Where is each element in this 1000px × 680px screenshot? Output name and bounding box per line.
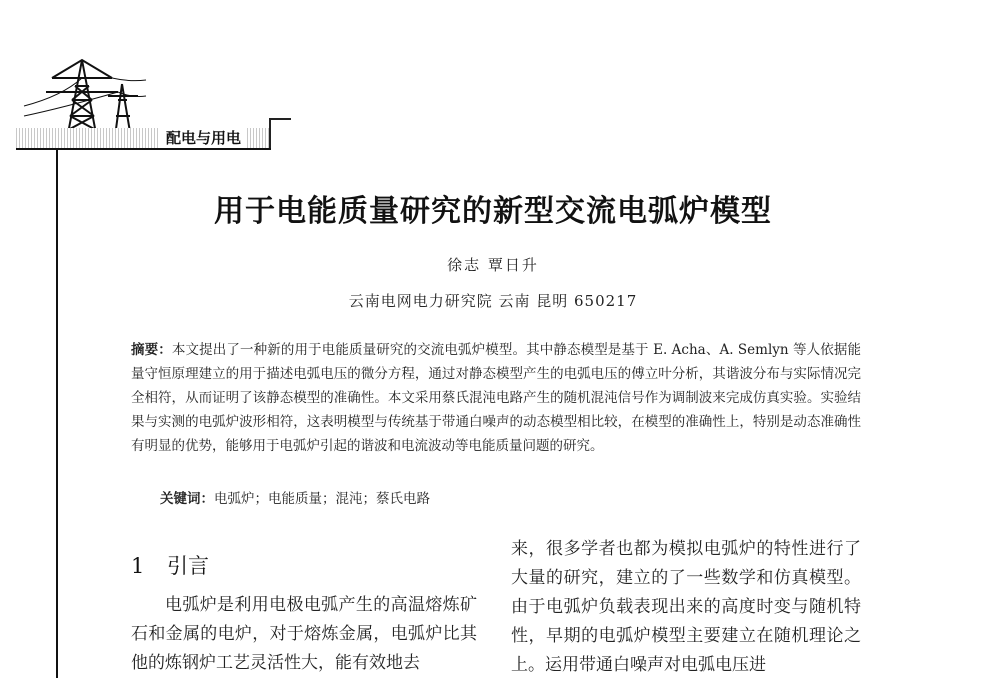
- body-left-column: 电弧炉是利用电极电弧产生的高温熔炼矿石和金属的电炉，对于熔炼金属，电弧炉比其他的炼钢炉工艺灵活性大，能有效地去: [131, 595, 477, 673]
- section-heading: [131, 550, 209, 580]
- body-right-column: 来，很多学者也都为模拟电弧炉的特性进行了大量的研究，建立的了一些数学和仿真模型。由于电弧炉负载表现出来的高度时变与随机特性，早期的电弧炉模型主要建立在随机理论之上。运用带通白噪声对电弧电压进: [511, 539, 861, 675]
- keywords-text: 电弧炉；电能质量；混沌；蔡氏电路: [214, 491, 430, 507]
- paper-title: 用于电能质量研究的新型交流电弧炉模型: [214, 194, 772, 229]
- abstract-text: 本文提出了一种新的用于电能质量研究的交流电弧炉模型。其中静态模型是基于 E. Acha、A. Semlyn 等人依据能量守恒原理建立的用于描述电弧电压的微分方程，通过对静态模型产生的电弧电压的傅立叶分析，其谐波分布与实际情况完全相符，从而证明了该静态模型的准确性。本文采用蔡氏混沌电路产生的随机混沌信号作为调制波来完成仿真实验。实验结果与实测的电弧炉波形相符，这表明模型与传统基于带通白噪声的动态模型相比较，在模型的准确性上，特别是动态准确性有明显的优势，能够用于电弧炉引起的谐波和电流波动等电能质量问题的研究。: [131, 342, 861, 454]
- section-title: 引言: [167, 554, 209, 578]
- header-rule: [16, 148, 271, 150]
- header-tick-vertical: [269, 118, 271, 148]
- keywords-label: 关键词：: [160, 491, 214, 507]
- header-tick-horizontal: [269, 118, 291, 120]
- paper-authors: 徐志 覃日升: [447, 256, 539, 274]
- abstract-label: 摘要：: [131, 342, 172, 358]
- section-number: 1: [131, 554, 145, 578]
- keywords: [160, 487, 430, 507]
- abstract: [131, 338, 861, 458]
- section-tag: 配电与用电: [160, 128, 247, 148]
- paper-affiliation: 云南电网电力研究院 云南 昆明 650217: [348, 292, 638, 310]
